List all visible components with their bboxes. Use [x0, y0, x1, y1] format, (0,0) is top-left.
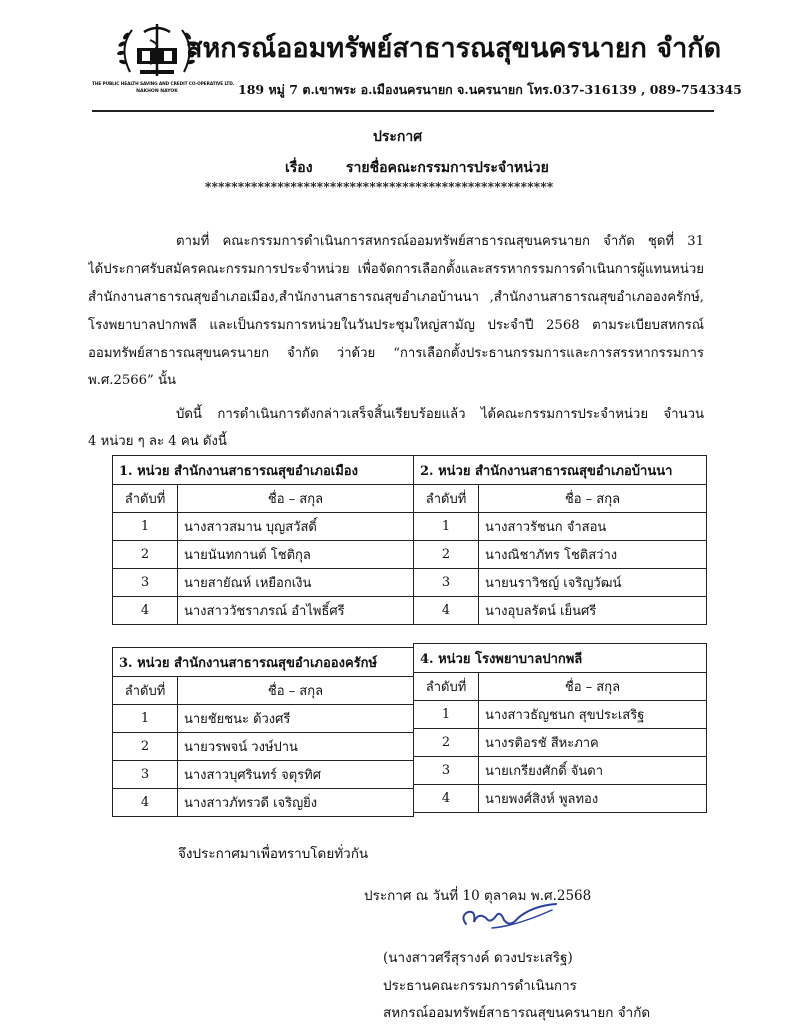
- table-row: 3 นายเกรียงศักดิ์ จันดา: [414, 757, 707, 785]
- column-header-order: ลำดับที่: [414, 485, 479, 513]
- paragraph-line: บัดนี้ การดำเนินการดังกล่าวเสร็จสิ้นเรียบร้อยแล้ว ได้คณะกรรมการประจำหน่วย จำนวน: [176, 407, 704, 422]
- table-row: 3 นายสายัณห์ เหยือกเงิน: [113, 569, 414, 597]
- separator-line: *****************************************************: [205, 180, 554, 194]
- unit-table-2: [413, 455, 707, 625]
- paragraph-line: ตามที่ คณะกรรมการดำเนินการสหกรณ์ออมทรัพย์สาธารณสุขนครนายก จำกัด ชุดที่ 31: [176, 234, 704, 249]
- table-row: 3 นางสาวบุศรินทร์ จตุรทิศ: [113, 761, 414, 789]
- column-header-order: ลำดับที่: [113, 677, 178, 705]
- column-header-name: ชื่อ – สกุล: [178, 677, 414, 705]
- table-row: 2 นางณิชาภัทร โชติสว่าง: [414, 541, 707, 569]
- paragraph-line: พ.ศ.2566” นั้น: [88, 373, 176, 388]
- column-header-order: ลำดับที่: [113, 485, 178, 513]
- paragraph-line: ออมทรัพย์สาธารณสุขนครนายก จำกัด ว่าด้วย “การเลือกตั้งประธานกรรมการและการสรรหากรรมการ: [88, 346, 704, 361]
- signer-position: ประธานคณะกรรมการดำเนินการ: [383, 978, 577, 994]
- column-header-name: ชื่อ – สกุล: [479, 673, 707, 701]
- handwritten-signature: [456, 898, 566, 942]
- paragraph-line: ได้ประกาศรับสมัครคณะกรรมการประจำหน่วย เพื่อจัดการเลือกตั้งและสรรหากรรมการดำเนินการผู้แทนหน่วย: [88, 262, 704, 277]
- table-row: 1 นางสาวธัญชนก สุขประเสริฐ: [414, 701, 707, 729]
- table-row: 1 นายชัยชนะ ด้วงศรี: [113, 705, 414, 733]
- organization-address: 189 หมู่ 7 ต.เขาพระ อ.เมืองนครนายก จ.นครนายก โทร.037-316139 , 089-7543345: [238, 82, 742, 97]
- table-row: 2 นายนันทกานต์ โชติกุล: [113, 541, 414, 569]
- organization-name: สหกรณ์ออมทรัพย์สาธารณสุขนครนายก จำกัด: [186, 33, 722, 64]
- subject-label: เรื่อง: [285, 160, 313, 176]
- table-row: 4 นางอุบลรัตน์ เย็นศรี: [414, 597, 707, 625]
- announcement-date: ประกาศ ณ วันที่ 10 ตุลาคม พ.ศ.2568: [364, 888, 592, 904]
- unit-table-1: [112, 455, 414, 625]
- unit-title: 2. หน่วย สำนักงานสาธารณสุขอำเภอบ้านนา: [414, 456, 707, 485]
- logo-caption-city: NAKHON NAYOK: [136, 89, 178, 94]
- subject-text: รายชื่อคณะกรรมการประจำหน่วย: [346, 160, 549, 176]
- unit-title: 4. หน่วย โรงพยาบาลปากพลี: [414, 644, 707, 673]
- closing-statement: จึงประกาศมาเพื่อทราบโดยทั่วกัน: [178, 846, 369, 862]
- paragraph-line: 4 หน่วย ๆ ละ 4 คน ดังนี้: [88, 434, 227, 449]
- unit-title: 3. หน่วย สำนักงานสาธารณสุขอำเภอองครักษ์: [113, 648, 414, 677]
- column-header-name: ชื่อ – สกุล: [479, 485, 707, 513]
- logo-caption-en: THE PUBLIC HEALTH SAVING AND CREDIT CO-OPERATIVE LTD.: [92, 82, 235, 87]
- unit-title: 1. หน่วย สำนักงานสาธารณสุขอำเภอเมือง: [113, 456, 414, 485]
- signer-name: (นางสาวศรีสุรางค์ ดวงประเสริฐ): [383, 950, 573, 966]
- table-row: 4 นางสาวภัทรวดี เจริญยิ่ง: [113, 789, 414, 817]
- table-row: 3 นายนราวิชญ์ เจริญวัฒน์: [414, 569, 707, 597]
- signature-icon: [456, 898, 566, 938]
- table-row: 2 นางรติอรชั สีหะภาค: [414, 729, 707, 757]
- paragraph-line: โรงพยาบาลปากพลี และเป็นกรรมการหน่วยในวันประชุมใหญ่สามัญ ประจำปี 2568 ตามระเบียบสหกรณ์: [88, 318, 704, 333]
- unit-table-3: [112, 647, 414, 817]
- paragraph-line: สำนักงานสาธารณสุขอำเภอเมือง,สำนักงานสาธารณสุขอำเภอบ้านนา ,สำนักงานสาธารณสุขอำเภอองครักษ์,: [88, 290, 704, 305]
- table-row: 1 นางสาวรัชนก จำสอน: [414, 513, 707, 541]
- column-header-name: ชื่อ – สกุล: [178, 485, 414, 513]
- unit-table-4: [413, 643, 707, 813]
- header-divider: [92, 110, 714, 112]
- signer-organization: สหกรณ์ออมทรัพย์สาธารณสุขนครนายก จำกัด: [383, 1005, 651, 1021]
- table-row: 4 นายพงศ์สิงห์ พูลทอง: [414, 785, 707, 813]
- announcement-title: ประกาศ: [373, 129, 423, 145]
- column-header-order: ลำดับที่: [414, 673, 479, 701]
- table-row: 1 นางสาวสมาน บุญสวัสดิ์: [113, 513, 414, 541]
- table-row: 2 นายวรพจน์ วงษ์ปาน: [113, 733, 414, 761]
- table-row: 4 นางสาววัชราภรณ์ อำไพธิ์ศรี: [113, 597, 414, 625]
